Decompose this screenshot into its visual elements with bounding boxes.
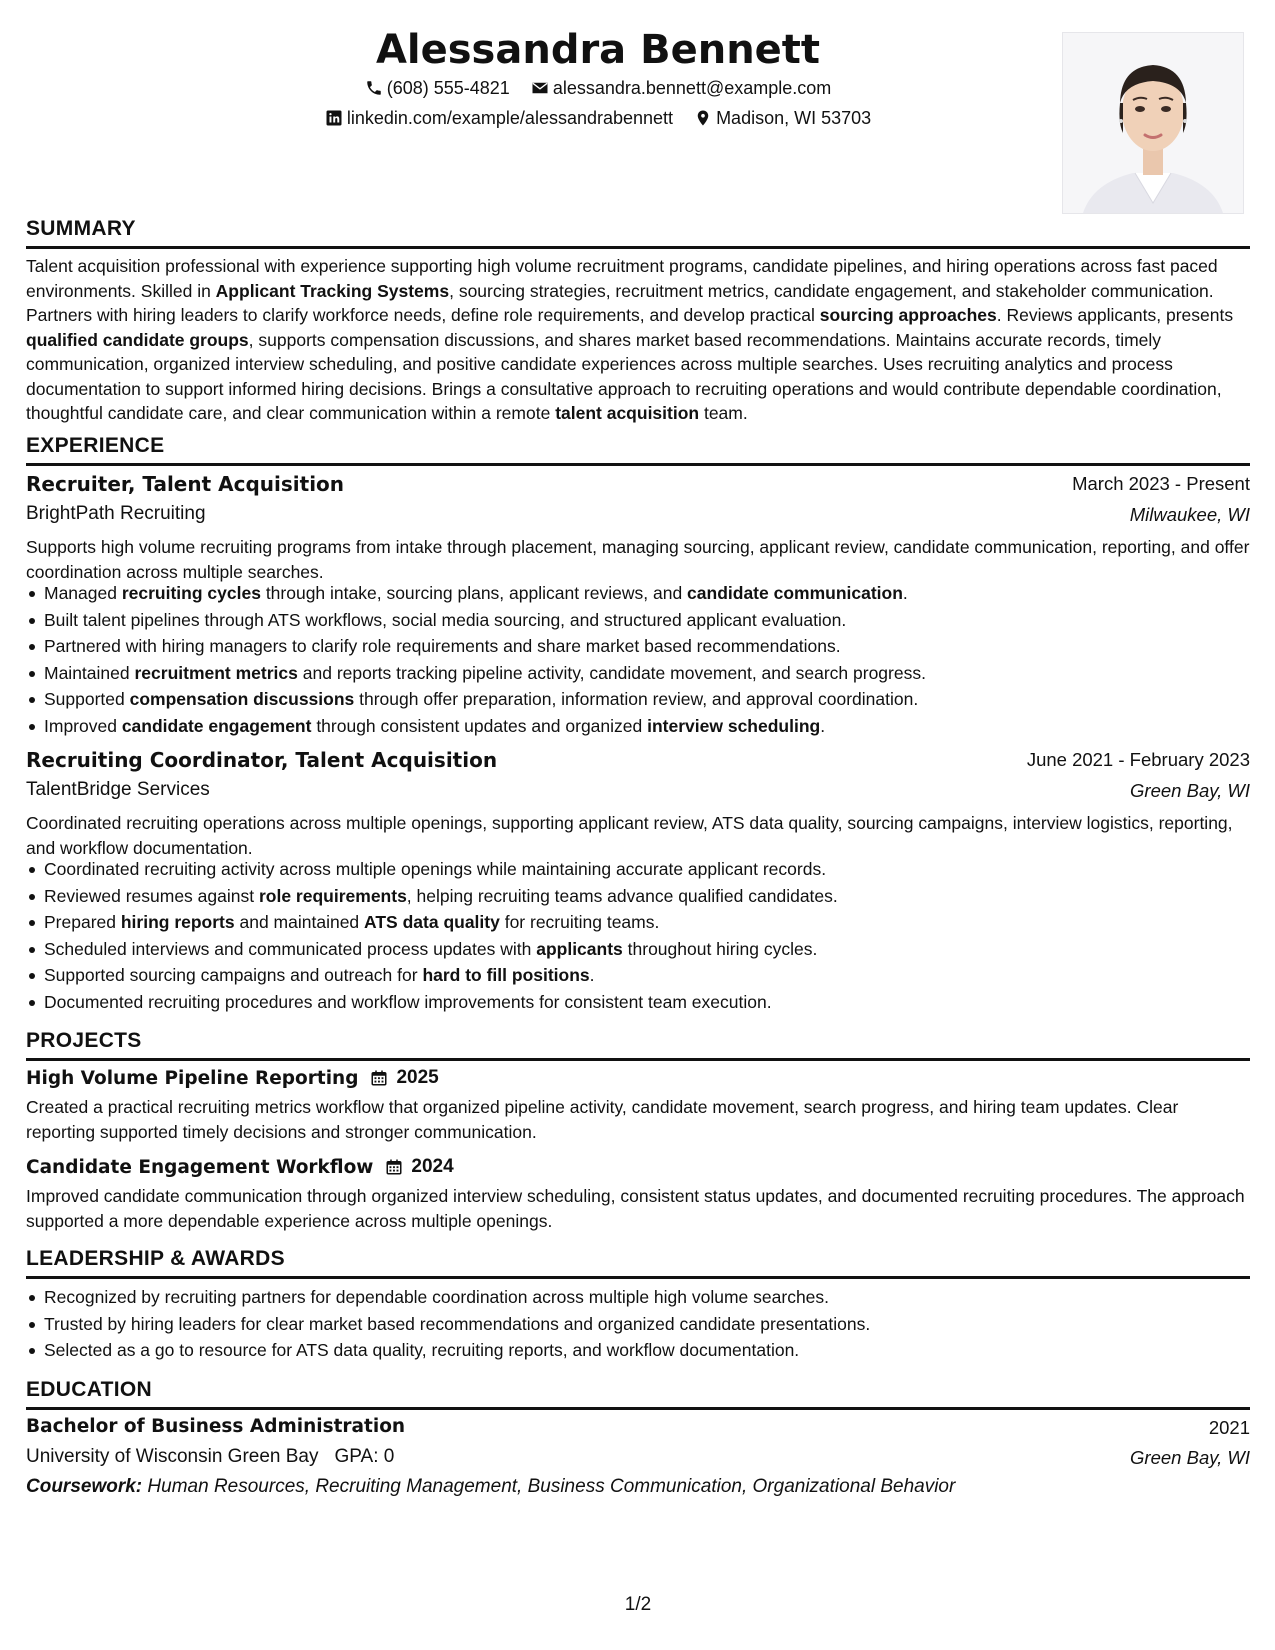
bullet-emphasis: ATS data quality [364,912,500,932]
job-bullet [44,883,1268,910]
job-bullet [44,686,1268,713]
calendar-icon [370,1069,388,1087]
project-1-year: 2025 [396,1067,439,1088]
gpa: GPA: 0 [334,1446,395,1467]
summary-text: Talent acquisition professional with experience supporting high volume recruitment programs, candidate pipelines, and hiring operations across fast paced environments. Skilled in [26,256,1218,301]
project-2-title [26,1156,454,1178]
linkedin-icon [325,109,343,127]
bullet-text: throughout hiring cycles. [622,938,818,959]
project-1-title [26,1067,439,1089]
leadership-heading: LEADERSHIP & AWARDS [26,1246,1250,1279]
bullet-text: Supported [44,689,130,709]
linkedin-text[interactable]: linkedin.com/example/alessandrabennett [346,108,674,128]
summary-emphasis: sourcing approaches [819,305,997,325]
school-location: Green Bay, WI [1130,1447,1250,1468]
bullet-text: Partnered with hiring managers to clarify role requirements and share market based recommendations. [44,636,841,656]
coursework-label: Coursework: [26,1476,143,1497]
job-bullet [44,580,1268,607]
job-bullet [44,962,1268,989]
job-1-dates: March 2023 - Present [1072,473,1250,494]
envelope-icon [531,79,549,97]
job-2-bullets [26,856,1268,1015]
summary-text: . Reviews applicants, presents [996,305,1234,325]
bullet-text: and reports tracking pipeline activity, candidate movement, and search progress. [297,662,926,683]
bullet-emphasis: recruitment metrics [134,662,298,683]
leadership-item: Trusted by hiring leaders for clear market based recommendations and organized candidate presentations. [44,1311,1268,1338]
bullet-emphasis: hiring reports [120,912,235,932]
contact-row-2 [0,106,1210,130]
job-bullet [44,607,1268,634]
job-1-company: BrightPath Recruiting [26,503,206,524]
map-pin-icon [694,109,712,127]
job-2-location: Green Bay, WI [1130,780,1250,801]
bullet-text: Built talent pipelines through ATS workflows, social media sourcing, and structured applicant evaluation. [44,609,847,630]
coursework-line [26,1475,1250,1500]
summary-text: , sourcing strategies, recruitment metrics, candidate engagement, and stakeholder communication. Partners with hiring leaders to clarify workforce needs, define role requirements, and develop practical [26,280,1214,325]
job-1-location: Milwaukee, WI [1129,504,1250,525]
bullet-text: through consistent updates and organized [311,715,648,736]
summary-text: , supports compensation discussions, and shares market based recommendations. Maintains accurate records, timely communication, organized interview scheduling, and positive candidate experiences across multiple searches. Uses recruiting analytics and process documentation to support informed hiring decisions. Brings a consultative approach to recruiting operations and would contribute dependable coordination, thoughtful candidate care, and clear communication within a remote [26,329,1222,423]
location-item [694,106,871,130]
bullet-emphasis: candidate communication [687,583,903,603]
summary-emphasis: Applicant Tracking Systems [215,280,450,301]
job-bullet [44,660,1268,687]
bullet-text: . [902,583,908,603]
leadership-item: Selected as a go to resource for ATS data quality, recruiting reports, and workflow documentation. [44,1337,1268,1364]
project-2-year: 2024 [411,1156,454,1177]
bullet-text: through intake, sourcing plans, applicant reviews, and [260,583,688,603]
graduation-year: 2021 [1208,1417,1250,1438]
contact-row-1 [0,76,1210,100]
bullet-emphasis: hard to fill positions [422,965,590,985]
bullet-text: Improved [44,715,122,736]
bullet-text: Coordinated recruiting activity across multiple openings while maintaining accurate applicant records. [44,859,827,879]
job-1-bullets [26,580,1268,739]
bullet-emphasis: recruiting cycles [121,583,261,603]
bullet-text: . [820,715,826,736]
job-bullet [44,856,1268,883]
bullet-text: Managed [44,583,122,603]
bullet-text: Scheduled interviews and communicated process updates with [44,938,537,959]
leadership-bullets [26,1284,1268,1364]
linkedin-item[interactable] [325,106,673,130]
bullet-text: through offer preparation, information review, and approval coordination. [354,689,919,709]
school-line [26,1446,394,1468]
phone-item [365,76,510,100]
profile-photo [1062,32,1244,214]
bullet-emphasis: candidate engagement [121,715,312,736]
bullet-text: and maintained [234,912,365,932]
profile-photo-illustration [1063,33,1243,213]
resume-header [26,18,1250,218]
project-1-name: High Volume Pipeline Reporting [26,1067,359,1089]
job-bullet [44,713,1268,740]
project-1-description: Created a practical recruiting metrics workflow that organized pipeline activity, candidate movement, search progress, and hiring team updates. Clear reporting supported timely decisions and stronger communication. [26,1097,1179,1142]
job-1-description: Supports high volume recruiting programs from intake through placement, managing sourcing, applicant review, candidate communication, reporting, and offer coordination across multiple searches. [26,537,1250,582]
phone-text: (608) 555-4821 [386,78,510,98]
bullet-text: Documented recruiting procedures and workflow improvements for consistent team execution. [44,991,772,1012]
bullet-text: Prepared [44,912,121,932]
coursework-list: Human Resources, Recruiting Management, Business Communication, Organizational Behavior [147,1476,956,1497]
candidate-name: Alessandra Bennett [375,27,821,73]
project-2-description: Improved candidate communication through organized interview scheduling, consistent status updates, and documented recruiting procedures. The approach supported a more dependable experience across multiple openings. [26,1186,1245,1231]
calendar-icon [385,1158,403,1176]
bullet-text: Supported sourcing campaigns and outreach for [44,965,423,985]
job-2-dates: June 2021 - February 2023 [1026,749,1250,770]
bullet-emphasis: role requirements [258,885,407,906]
degree-title: Bachelor of Business Administration [26,1416,406,1437]
job-2-company: TalentBridge Services [26,779,210,800]
leadership-item: Recognized by recruiting partners for dependable coordination across multiple high volume searches. [44,1284,1268,1311]
school-name: University of Wisconsin Green Bay [26,1446,319,1467]
job-2-title: Recruiting Coordinator, Talent Acquisition [26,748,498,772]
education-heading: EDUCATION [26,1377,1250,1410]
summary-text: team. [699,403,748,423]
project-2-name: Candidate Engagement Workflow [26,1156,374,1178]
bullet-text: , helping recruiting teams advance qualified candidates. [406,885,838,906]
resume-page [26,0,1250,1650]
summary-paragraph [26,254,1250,426]
bullet-text: . [589,965,595,985]
job-bullet [44,909,1268,936]
bullet-emphasis: applicants [536,938,623,959]
phone-icon [365,79,383,97]
job-bullet [44,633,1268,660]
job-bullet [44,989,1268,1016]
experience-heading: EXPERIENCE [26,433,1250,466]
email-text[interactable]: alessandra.bennett@example.com [552,78,832,98]
location-text: Madison, WI 53703 [716,108,872,128]
summary-heading: SUMMARY [26,216,1250,249]
projects-heading: PROJECTS [26,1028,1250,1061]
page-number: 1/2 [624,1594,652,1615]
bullet-text: Maintained [44,662,135,683]
bullet-emphasis: compensation discussions [129,689,355,709]
bullet-emphasis: interview scheduling [647,715,821,736]
job-bullet [44,936,1268,963]
bullet-text: for recruiting teams. [499,912,660,932]
summary-emphasis: talent acquisition [555,403,700,423]
bullet-text: Reviewed resumes against [44,885,259,906]
job-1-title: Recruiter, Talent Acquisition [26,472,345,496]
email-item[interactable] [531,76,831,100]
summary-emphasis: qualified candidate groups [26,329,249,350]
job-2-description: Coordinated recruiting operations across multiple openings, supporting applicant review, ATS data quality, sourcing campaigns, interview logistics, reporting, and workflow documentation. [26,813,1233,858]
